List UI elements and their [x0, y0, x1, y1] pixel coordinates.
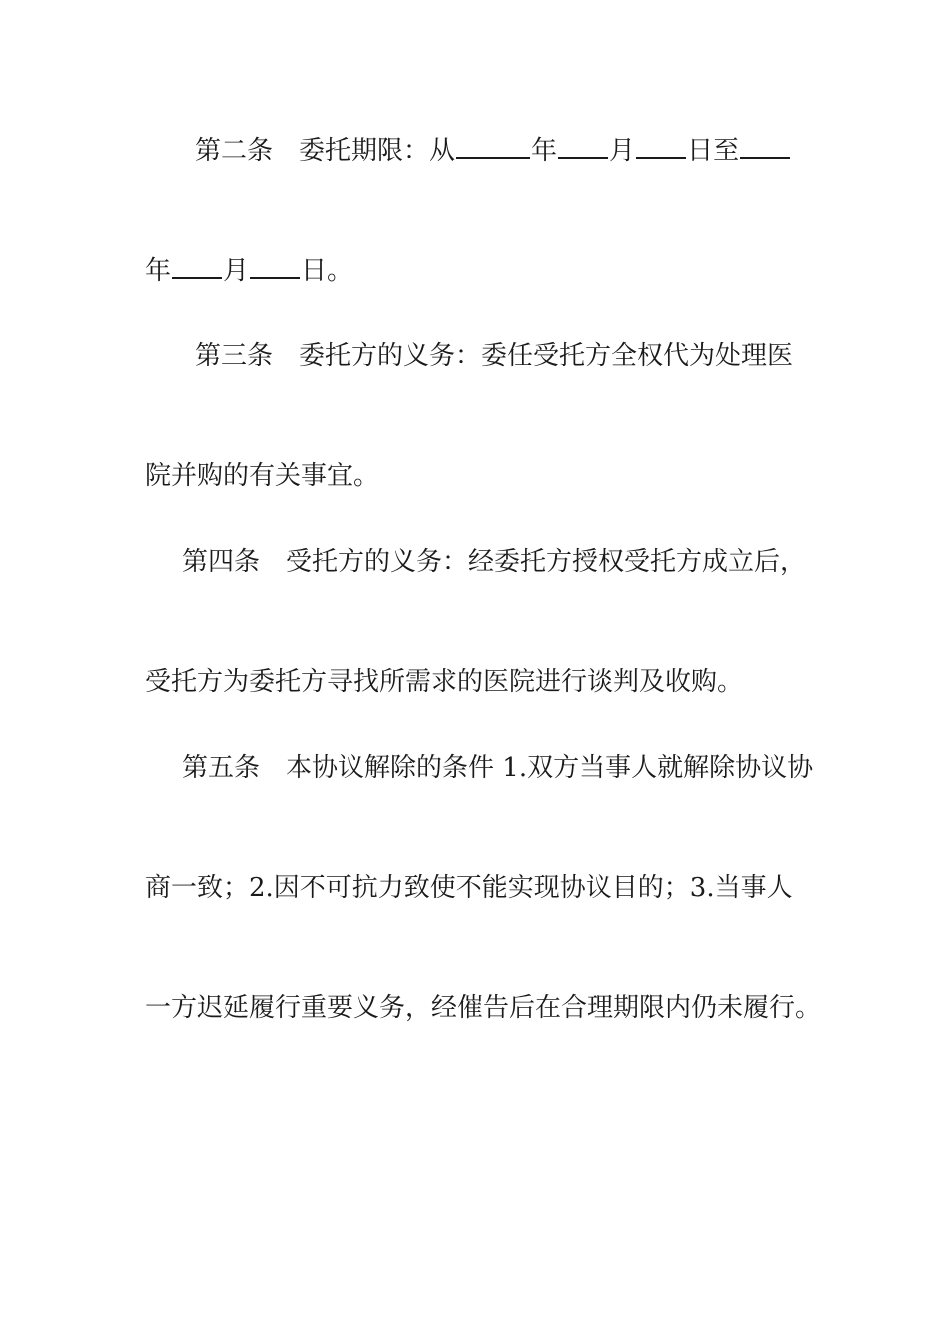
article-3-text-1: 委托方的义务：委任受托方全权代为处理医 [299, 341, 794, 371]
day2-blank [250, 255, 300, 279]
article-5-line-3 [145, 993, 821, 1023]
day-blank [636, 135, 686, 159]
article-5-line-2 [145, 873, 793, 903]
month2-blank [172, 255, 222, 279]
article-2-line-2 [145, 255, 353, 286]
article-5-line-1 [182, 753, 813, 783]
month2-text: 月 [223, 256, 250, 286]
article-2-label: 第二条 [195, 136, 274, 166]
article-5-text-3: 一方迟延履行重要义务，经催告后在合理期限内仍未履行。 [145, 993, 822, 1023]
article-4-text-1: 受托方的义务：经委托方授权受托方成立后， [286, 547, 807, 577]
article-4-text-2: 受托方为委托方寻找所需求的医院进行谈判及收购。 [145, 667, 744, 697]
article-4-label: 第四条 [182, 547, 261, 577]
article-4-line-2 [145, 667, 743, 697]
year2-text: 年 [145, 256, 172, 286]
article-5-text-1: 本协议解除的条件 1.双方当事人就解除协议协 [286, 753, 814, 783]
month-text: 月 [609, 136, 636, 166]
day-end-text: 日。 [301, 256, 354, 286]
article-2-intro: 委托期限：从 [299, 136, 456, 166]
month-blank [558, 135, 608, 159]
article-3-line-2 [145, 461, 379, 491]
year-text: 年 [531, 136, 558, 166]
article-3-text-2: 院并购的有关事宜。 [145, 461, 380, 491]
article-2-line-1 [195, 135, 791, 166]
year-blank [456, 135, 530, 159]
day-to-text: 日至 [687, 136, 740, 166]
article-3-label: 第三条 [195, 341, 274, 371]
article-3-line-1 [195, 341, 793, 371]
end-year-blank-part [740, 135, 790, 159]
article-5-text-2: 商一致；2.因不可抗力致使不能实现协议目的；3.当事人 [145, 873, 793, 903]
article-4-line-1 [182, 547, 806, 577]
article-5-label: 第五条 [182, 753, 261, 783]
